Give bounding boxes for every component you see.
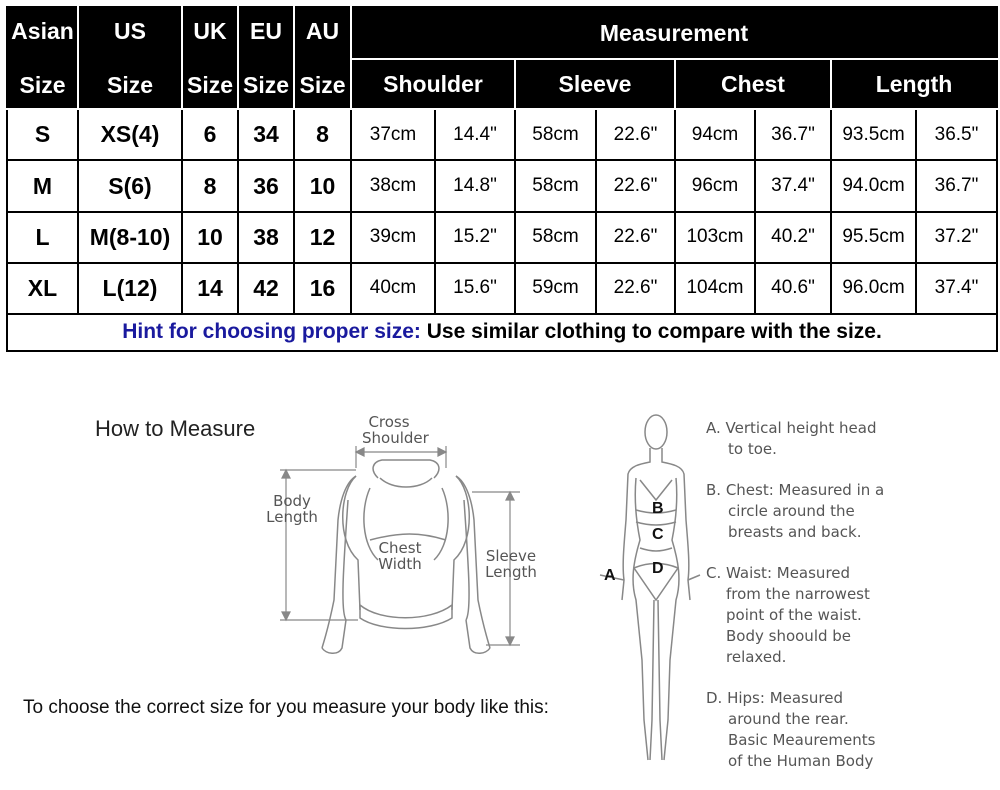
definition-c: C. Waist: Measured from the narrowest point of the waist. Body shoould be relaxed. <box>706 564 870 666</box>
cell-shoulder-cm: 40cm <box>351 263 435 314</box>
chest-width-label: Chest Width <box>378 539 422 573</box>
cell-shoulder-cm: 39cm <box>351 212 435 263</box>
cell-chest-cm: 96cm <box>675 160 755 211</box>
cell-eu: 34 <box>238 109 294 160</box>
cell-sleeve-cm: 58cm <box>515 160 596 211</box>
cell-sleeve-cm: 59cm <box>515 263 596 314</box>
cell-length-in: 36.7" <box>916 160 997 211</box>
header-uk-size: UK Size <box>182 7 238 109</box>
cell-us: XS(4) <box>78 109 182 160</box>
body-figure <box>600 415 700 760</box>
header-measurement: Measurement <box>351 7 997 59</box>
cell-chest-cm: 94cm <box>675 109 755 160</box>
body-length-label: Body Length <box>266 492 318 526</box>
cell-chest-in: 37.4" <box>755 160 831 211</box>
cell-us: S(6) <box>78 160 182 211</box>
cell-shoulder-in: 14.4" <box>435 109 515 160</box>
header-length: Length <box>831 59 997 109</box>
cell-shoulder-in: 14.8" <box>435 160 515 211</box>
cross-shoulder-label: Cross Shoulder <box>362 413 429 447</box>
cell-asian: S <box>7 109 78 160</box>
cell-us: M(8-10) <box>78 212 182 263</box>
cell-eu: 36 <box>238 160 294 211</box>
cell-length-cm: 95.5cm <box>831 212 916 263</box>
cell-length-in: 36.5" <box>916 109 997 160</box>
header-chest: Chest <box>675 59 831 109</box>
cell-sleeve-cm: 58cm <box>515 212 596 263</box>
cell-shoulder-in: 15.6" <box>435 263 515 314</box>
header-us-size: US Size <box>78 7 182 109</box>
sleeve-length-label: Sleeve Length <box>485 547 537 581</box>
cell-uk: 6 <box>182 109 238 160</box>
cell-chest-cm: 103cm <box>675 212 755 263</box>
point-c-label: C <box>652 526 664 543</box>
cell-length-in: 37.2" <box>916 212 997 263</box>
cell-chest-in: 36.7" <box>755 109 831 160</box>
point-a-label: A <box>604 567 616 584</box>
hint-text: Use similar clothing to compare with the size. <box>420 320 882 344</box>
cell-chest-in: 40.6" <box>755 263 831 314</box>
cell-uk: 10 <box>182 212 238 263</box>
point-b-label: B <box>652 500 664 517</box>
header-sleeve: Sleeve <box>515 59 675 109</box>
cell-shoulder-in: 15.2" <box>435 212 515 263</box>
cell-eu: 42 <box>238 263 294 314</box>
cell-eu: 38 <box>238 212 294 263</box>
cell-asian: M <box>7 160 78 211</box>
cell-length-cm: 94.0cm <box>831 160 916 211</box>
cell-sleeve-in: 22.6" <box>596 109 675 160</box>
cell-sleeve-in: 22.6" <box>596 160 675 211</box>
cell-sleeve-in: 22.6" <box>596 263 675 314</box>
definition-a: A. Vertical height head to toe. <box>706 419 877 458</box>
definition-b: B. Chest: Measured in a circle around the breasts and back. <box>706 481 885 541</box>
cell-uk: 8 <box>182 160 238 211</box>
cell-uk: 14 <box>182 263 238 314</box>
cell-shoulder-cm: 38cm <box>351 160 435 211</box>
cell-us: L(12) <box>78 263 182 314</box>
cell-chest-in: 40.2" <box>755 212 831 263</box>
cell-au: 12 <box>294 212 351 263</box>
cell-asian: L <box>7 212 78 263</box>
definition-d: D. Hips: Measured around the rear. Basic Meaurements of the Human Body <box>706 689 876 770</box>
cell-sleeve-cm: 58cm <box>515 109 596 160</box>
cell-au: 16 <box>294 263 351 314</box>
point-d-label: D <box>652 560 664 577</box>
cell-shoulder-cm: 37cm <box>351 109 435 160</box>
cell-au: 8 <box>294 109 351 160</box>
header-au-size: AU Size <box>294 7 351 109</box>
how-to-measure-title: How to Measure <box>95 416 256 441</box>
cell-length-cm: 96.0cm <box>831 263 916 314</box>
header-shoulder: Shoulder <box>351 59 515 109</box>
cell-asian: XL <box>7 263 78 314</box>
choose-size-instruction: To choose the correct size for you measure your body like this: <box>23 697 549 718</box>
header-eu-size: EU Size <box>238 7 294 109</box>
cell-length-in: 37.4" <box>916 263 997 314</box>
hint-label: Hint for choosing proper size: <box>122 320 421 344</box>
cell-chest-cm: 104cm <box>675 263 755 314</box>
measurement-definitions <box>706 418 996 772</box>
cell-sleeve-in: 22.6" <box>596 212 675 263</box>
header-asian-size: Asian Size <box>7 7 78 109</box>
cell-length-cm: 93.5cm <box>831 109 916 160</box>
cell-au: 10 <box>294 160 351 211</box>
